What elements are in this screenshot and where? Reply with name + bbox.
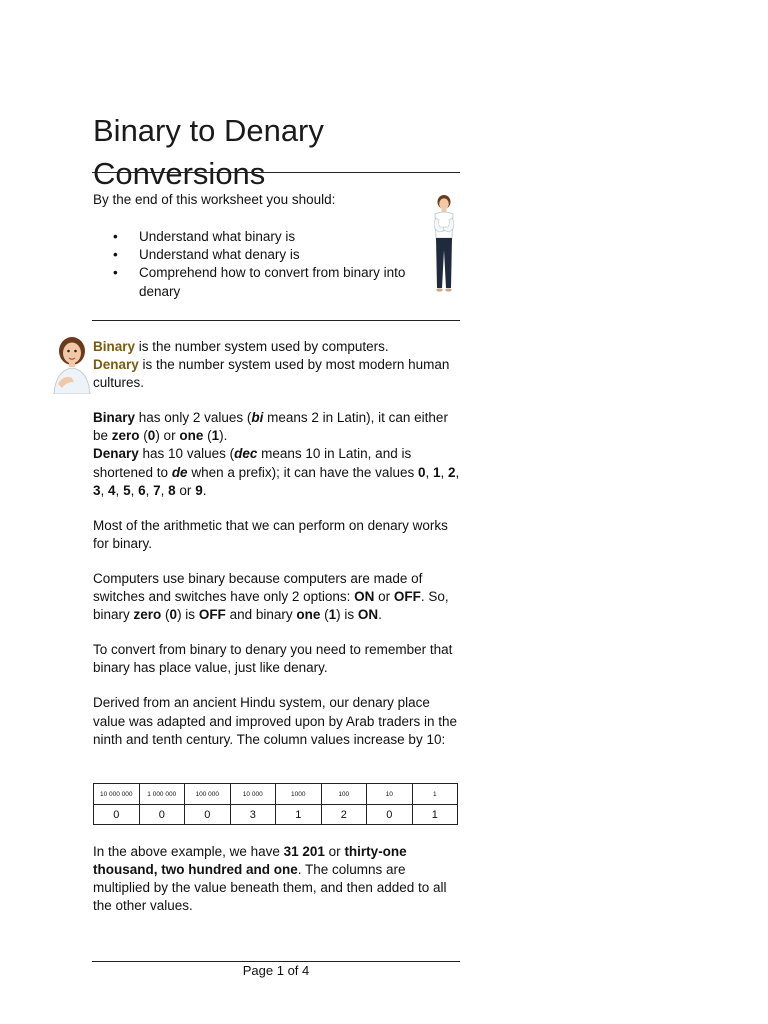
section-divider: [92, 320, 460, 321]
paragraph-binary-denary: Binary is the number system used by computers. Denary is the number system used by most modern human cultures.: [93, 339, 450, 391]
footer-divider: [92, 961, 460, 962]
place-value-table: [93, 783, 458, 825]
intro-text: By the end of this worksheet you should:: [93, 192, 336, 207]
page-title: Binary to Denary Conversions: [93, 112, 324, 191]
page-number: Page 1 of 4: [242, 963, 310, 978]
paragraph-place-value: To convert from binary to denary you need to remember that binary has place value, just like denary.: [93, 642, 453, 676]
table-cell: 2: [321, 805, 367, 825]
list-item: • Understand what binary is: [113, 228, 413, 246]
table-header-cell: 1: [412, 784, 458, 805]
table-cell: 0: [94, 805, 140, 825]
table-cell: 0: [185, 805, 231, 825]
list-item: • Comprehend how to convert from binary into denary: [113, 264, 413, 300]
standing-woman-illustration: [426, 194, 462, 296]
table-cell: 0: [139, 805, 185, 825]
table-header-cell: 1000: [276, 784, 322, 805]
paragraph-arithmetic: Most of the arithmetic that we can perform on denary works for binary.: [93, 517, 448, 551]
table-header-cell: 10: [367, 784, 413, 805]
table-cell: 0: [367, 805, 413, 825]
table-header-row: [94, 784, 458, 805]
paragraph-switches: Computers use binary because computers are made of switches and switches have only 2 options: ON or OFF. So, binary zero (0) is OFF and binary one (1) is ON.: [93, 570, 449, 623]
table-cell: 1: [412, 805, 458, 825]
table-cell: 1: [276, 805, 322, 825]
table-row: [94, 805, 458, 825]
table-header-cell: 100 000: [185, 784, 231, 805]
paragraph-history: Derived from an ancient Hindu system, our denary place value was adapted and improved upon by Arab traders in the ninth and tenth century. The column values increase by 10:: [93, 695, 457, 747]
list-item: • Understand what denary is: [113, 246, 413, 264]
objectives-list: [113, 228, 413, 301]
table-header-cell: 10 000: [230, 784, 276, 805]
thinking-woman-illustration: [50, 336, 92, 394]
table-header-cell: 1 000 000: [139, 784, 185, 805]
title-divider: [92, 172, 460, 173]
paragraph-values: Binary has only 2 values (bi means 2 in Latin), it can either be zero (0) or one (1). Denary has 10 values (dec means 10 in Latin, and is shortened to de when a prefix); it can have the values 0, 1, 2, 3, 4, 5, 6, 7, 8 or 9.: [93, 410, 460, 498]
table-header-cell: 10 000 000: [94, 784, 140, 805]
table-header-cell: 100: [321, 784, 367, 805]
body-text: [93, 338, 461, 766]
table-cell: 3: [230, 805, 276, 825]
paragraph-example: In the above example, we have 31 201 or thirty-one thousand, two hundred and one. The columns are multiplied by the value beneath them, and then added to all the other values.: [93, 844, 447, 914]
